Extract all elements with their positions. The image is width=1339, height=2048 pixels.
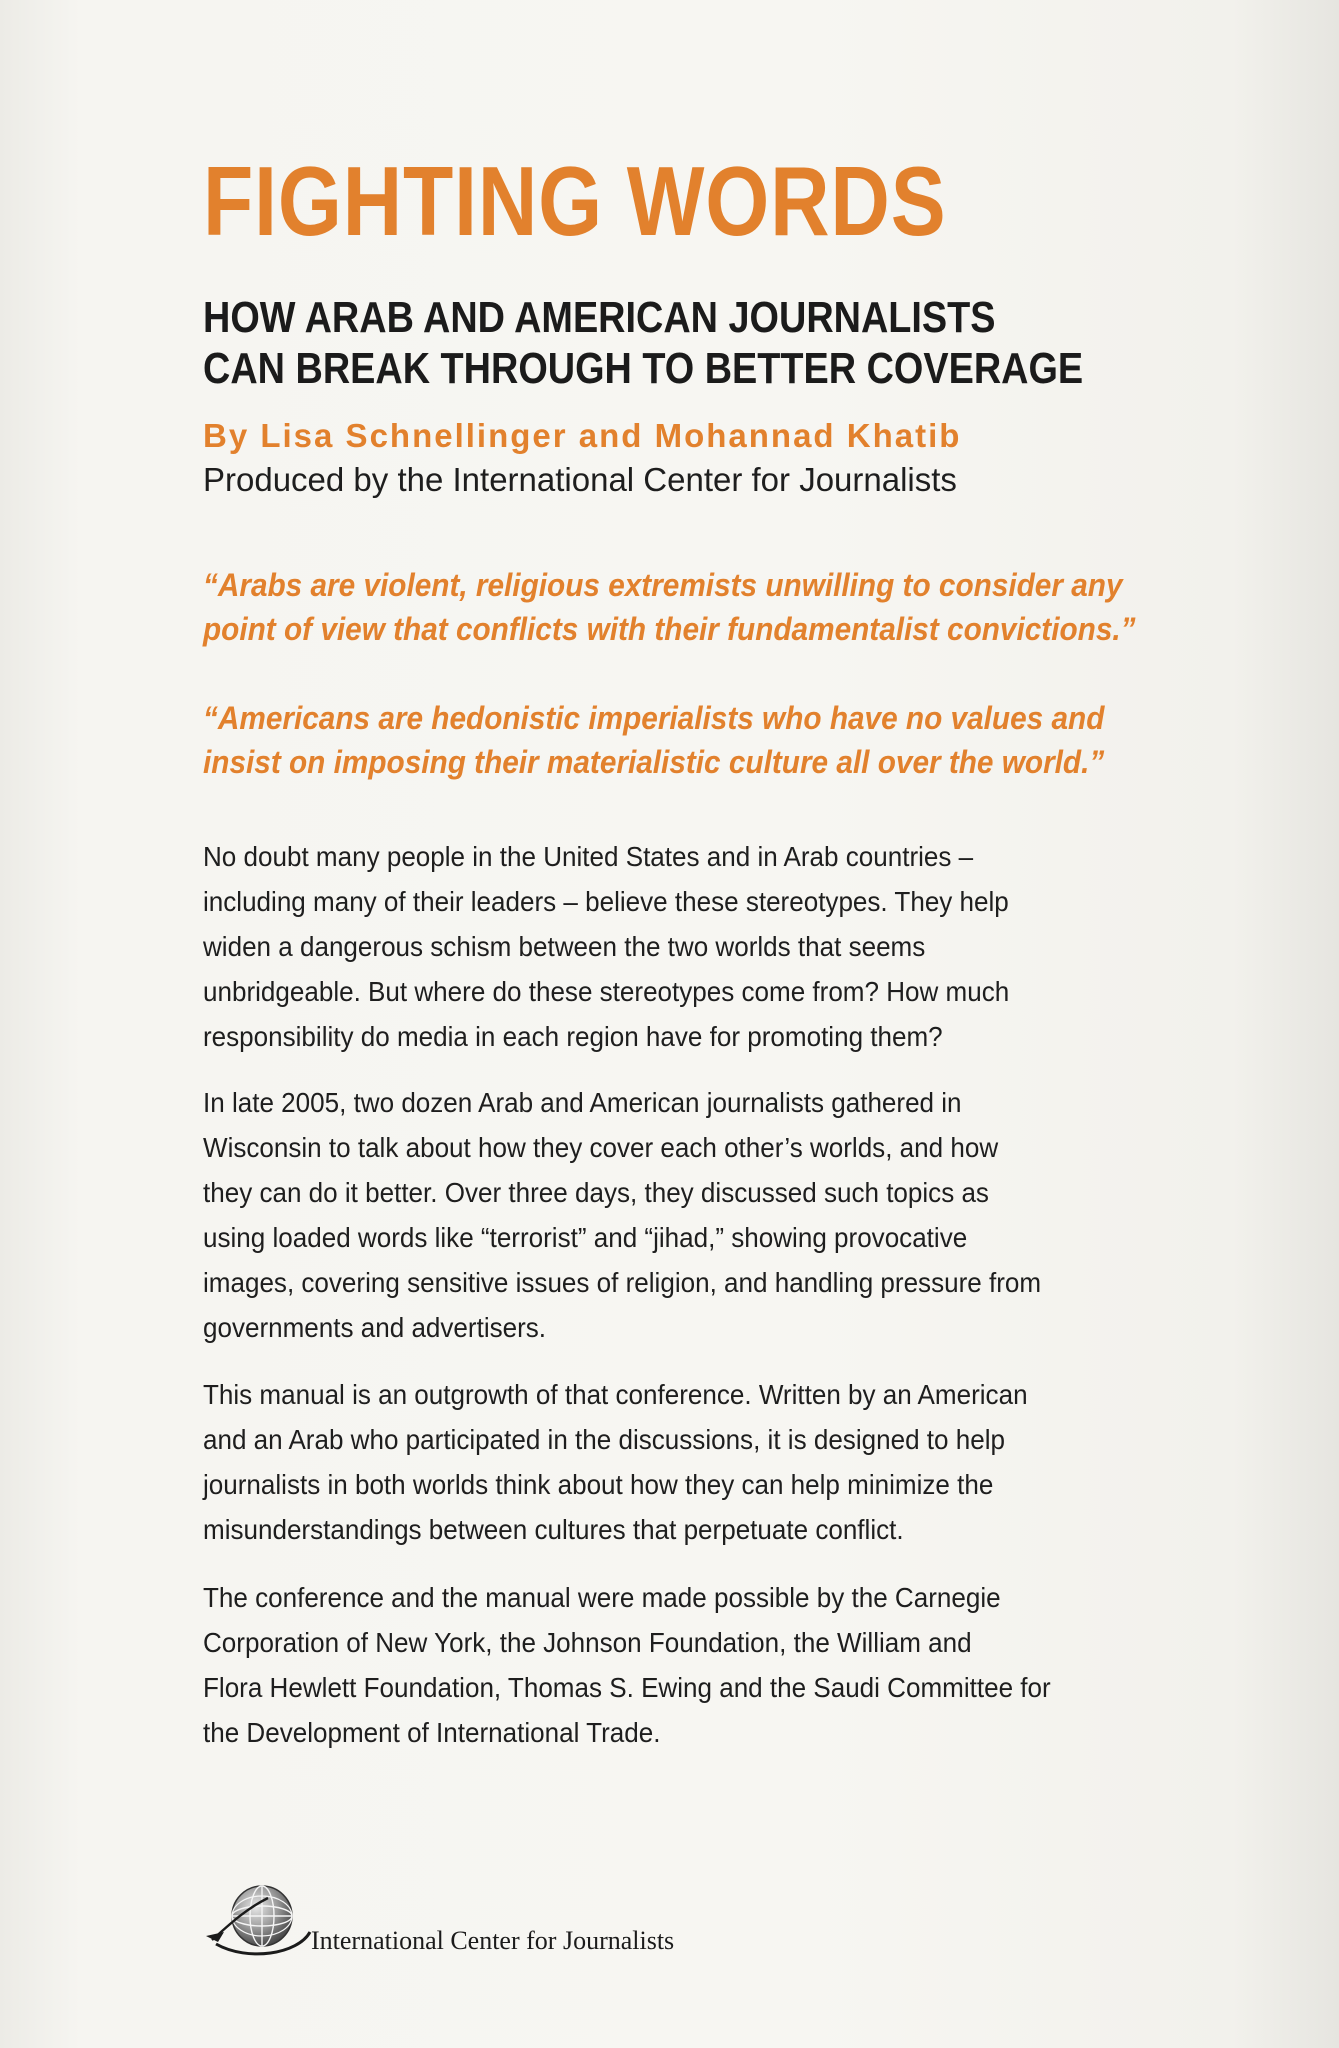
- body-paragraph: [203, 1080, 1041, 1350]
- body-line: In late 2005, two dozen Arab and American journalists gathered in: [203, 1087, 962, 1118]
- quote-line: “Americans are hedonistic imperialists who have no values and: [203, 700, 1105, 736]
- book-subtitle: [203, 292, 1083, 394]
- body-line: responsibility do media in each region have for promoting them?: [203, 1021, 943, 1052]
- pull-quote: [203, 563, 1136, 651]
- body-line: images, covering sensitive issues of religion, and handling pressure from: [203, 1267, 1042, 1298]
- body-line: unbridgeable. But where do these stereotypes come from? How much: [203, 976, 1010, 1007]
- body-line: The conference and the manual were made possible by the Carnegie: [203, 1582, 1001, 1613]
- body-line: This manual is an outgrowth of that conference. Written by an American: [203, 1379, 1028, 1410]
- body-line: the Development of International Trade.: [203, 1717, 661, 1748]
- body-line: including many of their leaders – believe these stereotypes. They help: [203, 886, 1009, 917]
- body-line: and an Arab who participated in the discussions, it is designed to help: [203, 1424, 1005, 1455]
- body-line: journalists in both worlds think about how they can help minimize the: [203, 1469, 994, 1500]
- subtitle-line: CAN BREAK THROUGH TO BETTER COVERAGE: [203, 344, 1084, 393]
- quote-line: “Arabs are violent, religious extremists unwilling to consider any: [203, 567, 1123, 603]
- body-paragraph: [203, 1372, 1028, 1552]
- body-line: widen a dangerous schism between the two worlds that seems: [203, 931, 926, 962]
- body-line: Flora Hewlett Foundation, Thomas S. Ewing and the Saudi Committee for: [203, 1672, 1051, 1703]
- quote-line: point of view that conflicts with their fundamentalist convictions.”: [203, 611, 1136, 647]
- body-line: Corporation of New York, the Johnson Foundation, the William and: [203, 1627, 972, 1658]
- body-line: governments and advertisers.: [203, 1312, 547, 1343]
- body-line: misunderstandings between cultures that perpetuate conflict.: [203, 1514, 904, 1545]
- subtitle-line: HOW ARAB AND AMERICAN JOURNALISTS: [203, 293, 996, 342]
- pull-quote: [203, 696, 1104, 784]
- quote-line: insist on imposing their materialistic culture all over the world.”: [203, 744, 1105, 780]
- book-title: FIGHTING WORDS: [203, 146, 947, 256]
- body-line: No doubt many people in the United States and in Arab countries –: [203, 841, 974, 872]
- producer-line: Produced by the International Center for Journalists: [203, 461, 957, 498]
- publisher-name: International Center for Journalists: [311, 1926, 675, 1955]
- body-line: using loaded words like “terrorist” and “jihad,” showing provocative: [203, 1222, 968, 1253]
- body-line: Wisconsin to talk about how they cover each other’s worlds, and how: [203, 1132, 999, 1163]
- globe-logo-icon: [198, 1866, 318, 1966]
- author-byline: By Lisa Schnellinger and Mohannad Khatib: [203, 417, 962, 454]
- body-line: they can do it better. Over three days, they discussed such topics as: [203, 1177, 989, 1208]
- body-paragraph: [203, 1575, 1051, 1755]
- body-paragraph: [203, 834, 1009, 1059]
